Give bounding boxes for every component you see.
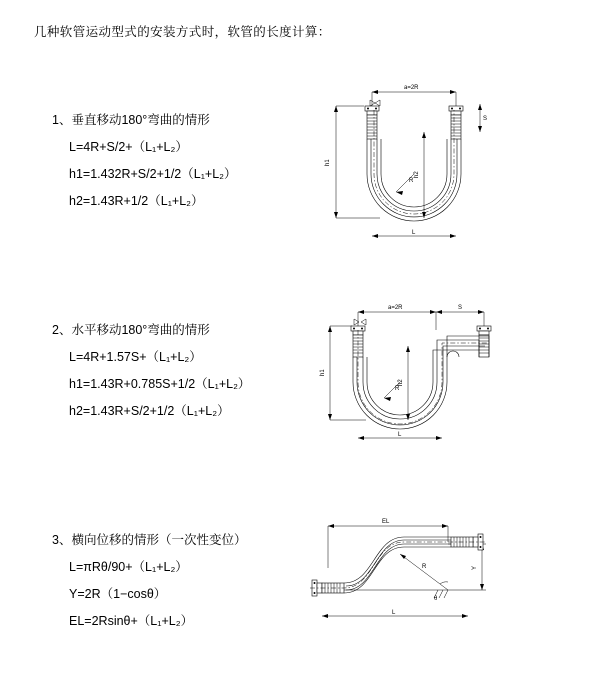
case-1-text (52, 110, 312, 218)
svg-text:R: R (422, 564, 427, 570)
svg-text:a=2R: a=2R (404, 85, 419, 91)
svg-text:a=2R: a=2R (388, 305, 403, 311)
svg-text:L: L (398, 432, 402, 438)
svg-text:θ: θ (434, 596, 438, 602)
case-3-figure (296, 508, 506, 648)
case-1-formula-3: h2=1.43R+1/2（L₁+L₂） (69, 194, 204, 208)
case-3-formula-2: Y=2R（1−cosθ） (69, 587, 167, 601)
case-3-formula-3: EL=2Rsinθ+（L₁+L₂） (69, 614, 194, 628)
svg-text:EL: EL (382, 519, 390, 525)
svg-text:S: S (458, 305, 463, 311)
case-1-formula-1: L=4R+S/2+（L₁+L₂） (69, 140, 188, 154)
case-1-title: 1、垂直移动180°弯曲的情形 (52, 113, 210, 127)
svg-text:S: S (483, 116, 488, 122)
svg-text:h1: h1 (325, 159, 331, 166)
case-3-title: 3、横向位移的情形（一次性变位） (52, 533, 247, 547)
svg-text:h2: h2 (414, 171, 420, 178)
case-3-formula-1: L=πRθ/90+（L₁+L₂） (69, 560, 188, 574)
svg-text:R: R (395, 386, 400, 392)
page-title: 几种软管运动型式的安装方式时，软管的长度计算： (34, 25, 331, 39)
svg-text:h1: h1 (320, 369, 326, 376)
case-2-formula-1: L=4R+1.57S+（L₁+L₂） (69, 350, 202, 364)
case-2-title: 2、水平移动180°弯曲的情形 (52, 323, 210, 337)
case-1-formula-2: h1=1.432R+S/2+1/2（L₁+L₂） (69, 167, 237, 181)
case-2-formula-3: h2=1.43R+S/2+1/2（L₁+L₂） (69, 404, 230, 418)
svg-text:R: R (409, 178, 414, 184)
svg-text:L: L (392, 610, 396, 616)
svg-text:h2: h2 (398, 379, 404, 386)
case-2-text (52, 320, 312, 428)
case-1-figure (316, 70, 516, 260)
case-2-formula-2: h1=1.43R+0.785S+1/2（L₁+L₂） (69, 377, 251, 391)
svg-text:Y: Y (472, 565, 478, 570)
case-3-text (52, 530, 312, 638)
case-2-figure (316, 290, 516, 460)
svg-text:L: L (412, 230, 416, 236)
